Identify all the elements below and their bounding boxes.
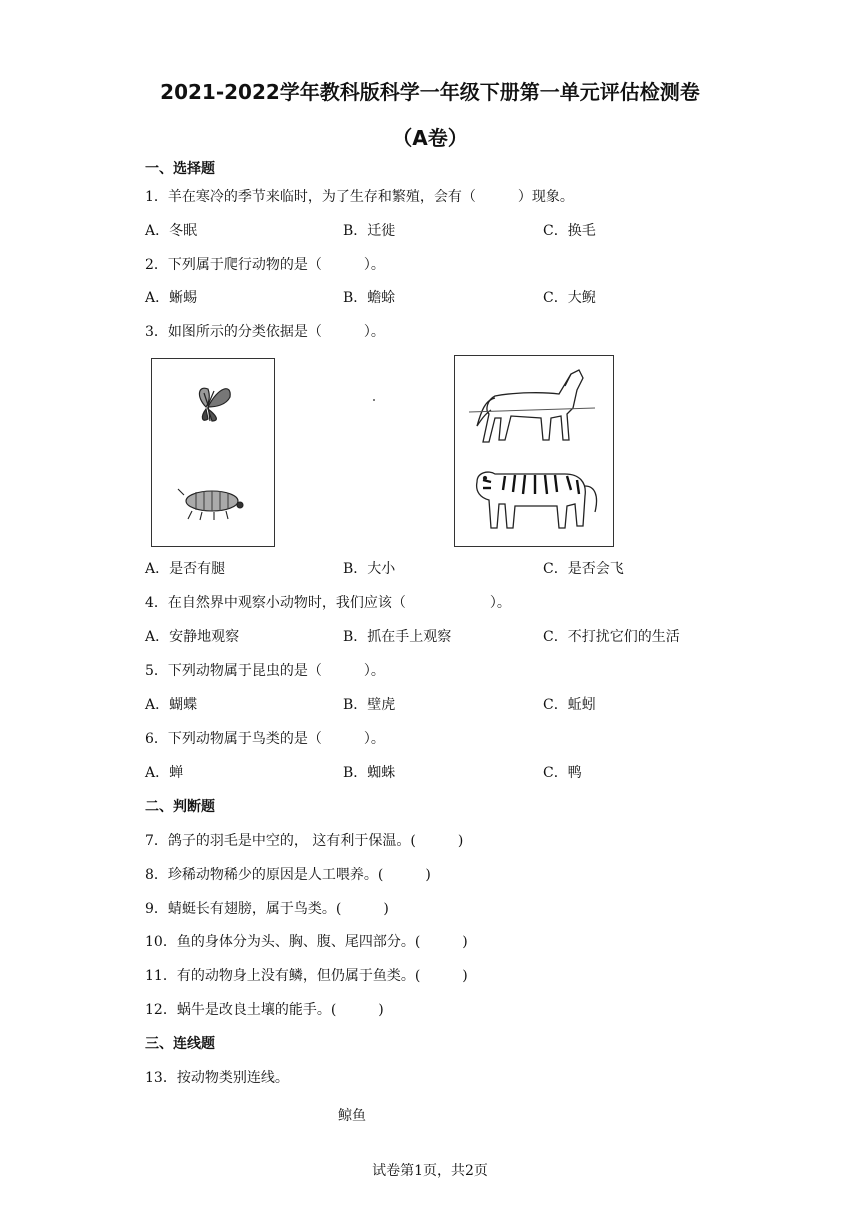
- question-7: 7．鸽子的羽毛是中空的， 这有利于保温。( ): [145, 833, 464, 849]
- option-4a: A．安静地观察: [145, 629, 240, 645]
- figure-box-left: [151, 358, 275, 547]
- question-6: 6．下列动物属于鸟类的是（ ）。: [145, 731, 385, 747]
- option-5b: B．壁虎: [343, 697, 396, 713]
- option-2b: B．蟾蜍: [343, 290, 396, 306]
- option-3a: A．是否有腿: [145, 561, 226, 577]
- page-title: 2021-2022学年教科版科学一年级下册第一单元评估检测卷: [160, 80, 700, 104]
- section-judge: 二、判断题: [145, 799, 215, 815]
- stray-dot: [373, 399, 375, 401]
- question-4: 4．在自然界中观察小动物时，我们应该（ ）。: [145, 595, 511, 611]
- option-6a: A．蝉: [145, 765, 184, 781]
- option-4c: C．不打扰它们的生活: [543, 629, 680, 645]
- question-3: 3．如图所示的分类依据是（ ）。: [145, 324, 385, 340]
- horse-icon: [469, 370, 595, 442]
- option-1a: A．冬眠: [145, 223, 198, 239]
- option-3c: C．是否会飞: [543, 561, 624, 577]
- question-13: 13．按动物类别连线。: [145, 1070, 289, 1086]
- option-2a: A．蜥蜴: [145, 290, 198, 306]
- figure-box-right: [454, 355, 614, 547]
- option-5c: C．蚯蚓: [543, 697, 596, 713]
- match-item-whale: 鲸鱼: [338, 1108, 366, 1124]
- question-8: 8．珍稀动物稀少的原因是人工喂养。( ): [145, 867, 431, 883]
- question-5: 5．下列动物属于昆虫的是（ ）。: [145, 663, 385, 679]
- option-1b: B．迁徙: [343, 223, 396, 239]
- woodlouse-icon: [178, 489, 243, 520]
- option-6c: C．鸭: [543, 765, 582, 781]
- option-1c: C．换毛: [543, 223, 596, 239]
- butterfly-icon: [199, 388, 230, 421]
- question-1: 1．羊在寒冷的季节来临时，为了生存和繁殖，会有（ ）现象。: [145, 189, 574, 205]
- question-12: 12．蜗牛是改良土壤的能手。( ): [145, 1002, 384, 1018]
- section-choice: 一、选择题: [145, 161, 215, 177]
- page-footer: 试卷第1页，共2页: [372, 1163, 488, 1179]
- question-9: 9．蜻蜓长有翅膀，属于鸟类。( ): [145, 901, 389, 917]
- option-3b: B．大小: [343, 561, 396, 577]
- option-4b: B．抓在手上观察: [343, 629, 452, 645]
- option-5a: A．蝴蝶: [145, 697, 198, 713]
- option-2c: C．大鲵: [543, 290, 596, 306]
- question-2: 2．下列属于爬行动物的是（ ）。: [145, 257, 385, 273]
- tiger-icon: [477, 472, 597, 528]
- page-subtitle: （A卷）: [392, 126, 468, 150]
- section-match: 三、连线题: [145, 1036, 215, 1052]
- option-6b: B．蜘蛛: [343, 765, 396, 781]
- question-10: 10．鱼的身体分为头、胸、腹、尾四部分。( ): [145, 934, 468, 950]
- question-11: 11．有的动物身上没有鳞，但仍属于鱼类。( ): [145, 968, 468, 984]
